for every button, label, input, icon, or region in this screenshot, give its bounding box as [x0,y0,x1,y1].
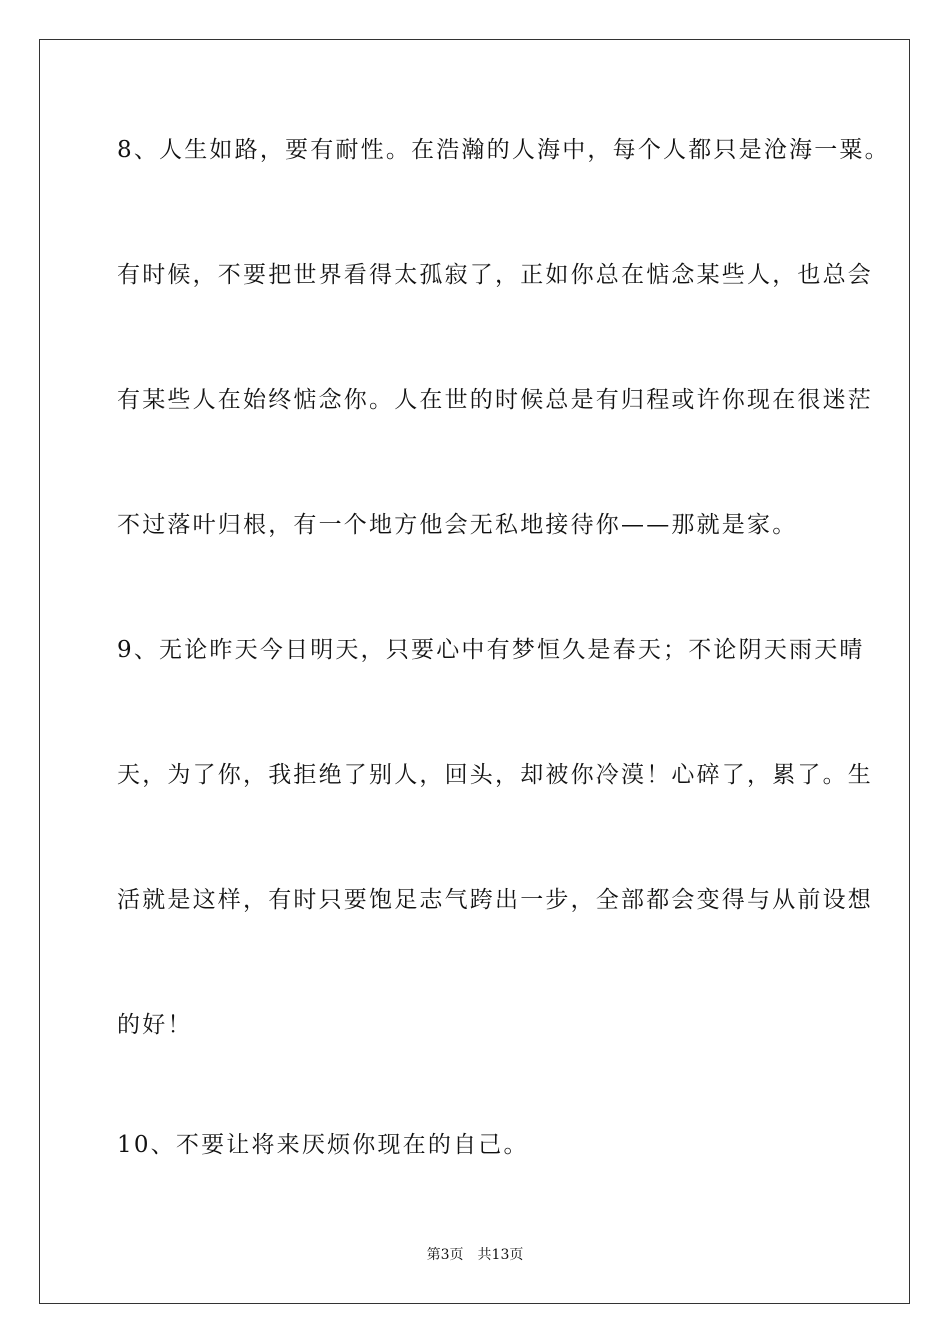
page-footer [0,1245,950,1265]
paragraph-8-line-2: 有时候，不要把世界看得太孤寂了，正如你总在惦念某些人，也总会 [117,262,873,288]
paragraph-10-line-1: 10、不要让将来厌烦你现在的自己。 [117,1132,529,1158]
paragraph-8-line-1: 8、人生如路，要有耐性。在浩瀚的人海中，每个人都只是沧海一粟。 [117,137,890,163]
paragraph-8-line-3: 有某些人在始终惦念你。人在世的时候总是有归程或许你现在很迷茫 [117,387,873,413]
paragraph-9-line-3: 活就是这样，有时只要饱足志气跨出一步，全部都会变得与从前设想 [117,887,873,913]
page-number-total: 共13页 [477,1247,524,1263]
page-number-current: 第3页 [426,1247,464,1263]
paragraph-9-line-1: 9、无论昨天今日明天，只要心中有梦恒久是春天；不论阴天雨天晴 [117,637,865,663]
paragraph-9-line-4: 的好！ [117,1012,193,1038]
paragraph-8-line-4: 不过落叶归根，有一个地方他会无私地接待你——那就是家。 [117,512,798,538]
page-frame [39,39,910,1304]
paragraph-9-line-2: 天，为了你，我拒绝了别人，回头，却被你冷漠！心碎了，累了。生 [117,762,873,788]
